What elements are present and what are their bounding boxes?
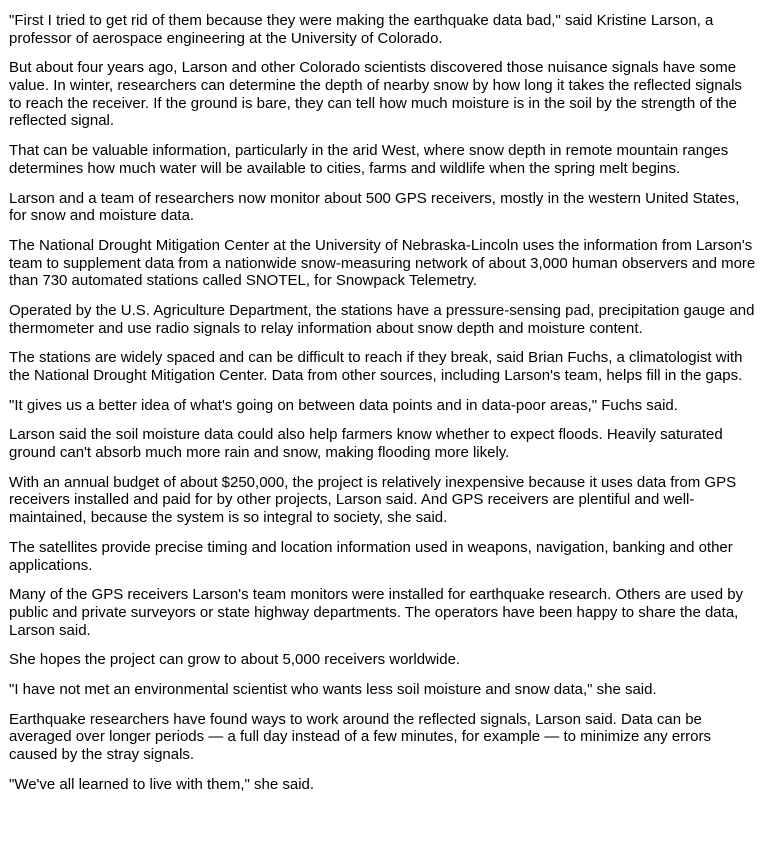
paragraph: "We've all learned to live with them," she said. bbox=[9, 775, 315, 793]
paragraph: But about four years ago, Larson and other Colorado scientists discovered those nuisance signals have some value. In winter, researchers can determine the depth of nearby snow by how long it takes the reflected signals to reach the receiver. If the ground is bare, they can tell how much moisture is in the soil by the strength of the reflected signal. bbox=[9, 59, 742, 130]
paragraph: Operated by the U.S. Agriculture Department, the stations have a pressure-sensing pad, precipitation gauge and thermometer and use radio signals to relay information about snow depth and moisture content. bbox=[9, 301, 755, 337]
paragraph: "It gives us a better idea of what's going on between data points and in data-poor areas," Fuchs said. bbox=[9, 396, 678, 414]
paragraph: Larson and a team of researchers now monitor about 500 GPS receivers, mostly in the western United States, for snow and moisture data. bbox=[9, 189, 740, 225]
paragraph: The National Drought Mitigation Center at the University of Nebraska-Lincoln uses the information from Larson's team to supplement data from a nationwide snow-measuring network of about 3,000 human observers and more than 730 automated stations called SNOTEL, for Snowpack Telemetry. bbox=[9, 236, 756, 290]
paragraph: Larson said the soil moisture data could also help farmers know whether to expect floods. Heavily saturated ground can't absorb much more rain and snow, making flooding more likely. bbox=[9, 426, 723, 462]
paragraph: Many of the GPS receivers Larson's team monitors were installed for earthquake research. Others are used by public and private surveyors or state highway departments. The operators have been happy to share the data, Larson said. bbox=[9, 586, 744, 639]
paragraph: With an annual budget of about $250,000, the project is relatively inexpensive because it uses data from GPS receivers installed and paid for by other projects, Larson said. And GPS receivers are plentiful and well-maintained, because the system is so integral to society, she said. bbox=[9, 473, 737, 527]
paragraph: That can be valuable information, particularly in the arid West, where snow depth in remote mountain ranges determines how much water will be available to cities, farms and wildlife when the spring melt begins. bbox=[9, 142, 729, 177]
paragraph: The stations are widely spaced and can be difficult to reach if they break, said Brian Fuchs, a climatologist with the National Drought Mitigation Center. Data from other sources, including Larson's team, helps fill in the gaps. bbox=[9, 349, 743, 384]
paragraph: She hopes the project can grow to about 5,000 receivers worldwide. bbox=[9, 651, 461, 669]
paragraph: "I have not met an environmental scientist who wants less soil moisture and snow data," she said. bbox=[9, 680, 657, 698]
paragraph: Earthquake researchers have found ways to work around the reflected signals, Larson said. Data can be averaged over longer periods — a full day instead of a few minutes, for example — to minimize any errors caused by the stray signals. bbox=[9, 710, 711, 763]
paragraph: "First I tried to get rid of them because they were making the earthquake data bad," said Kristine Larson, a professor of aerospace engineering at the University of Colorado. bbox=[9, 12, 714, 47]
paragraph: The satellites provide precise timing and location information used in weapons, navigation, banking and other applications. bbox=[9, 538, 733, 574]
